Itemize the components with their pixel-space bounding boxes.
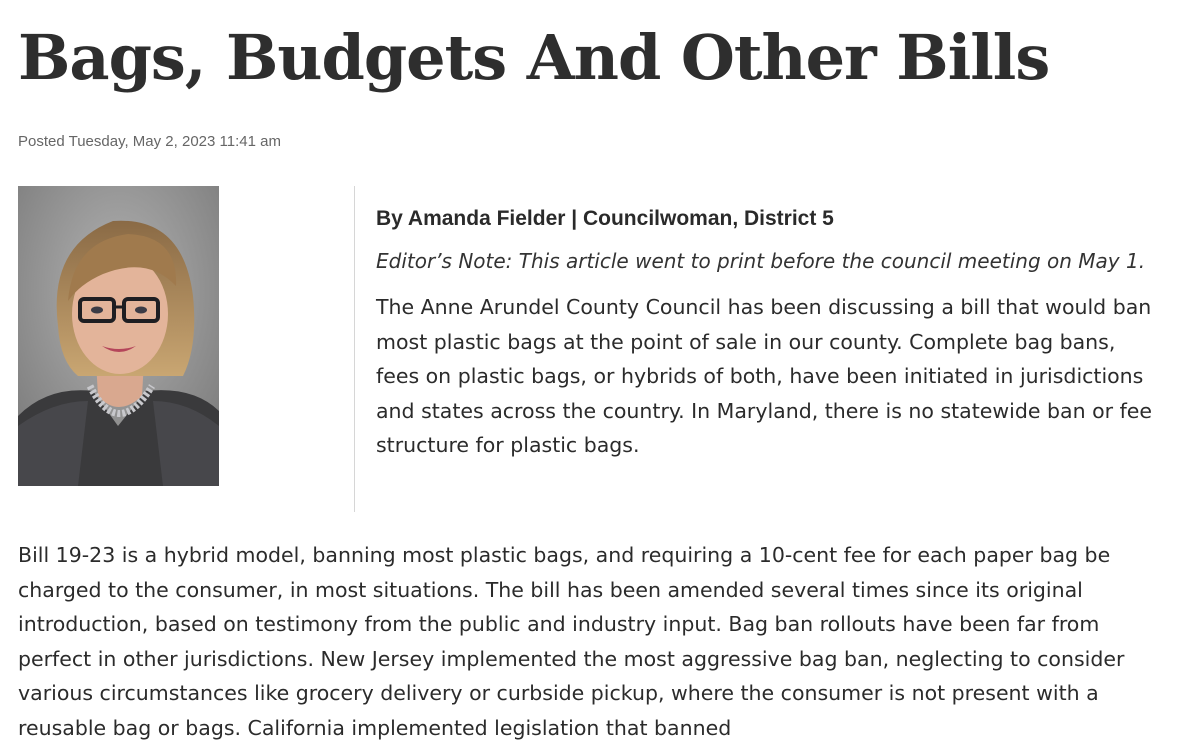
intro-paragraph: The Anne Arundel County Council has been discussing a bill that would ban most plastic bags at the point of sale in our county. Complete bag bans, fees on plastic bags, or hybrids of both, have been initiated in jurisdictions and states across the country. In Maryland, there is no statewide ban or fee structure for plastic bags. bbox=[376, 295, 1153, 457]
author-photo bbox=[18, 186, 219, 486]
author-portrait-image bbox=[18, 186, 219, 486]
body-paragraph: Bill 19-23 is a hybrid model, banning most plastic bags, and requiring a 10-cent fee for each paper bag be charged to the consumer, in most situations. The bill has been amended several times since its original introduction, based on testimony from the public and industry input. Bag ban rollouts have been far from perfect in other jurisdictions. New Jersey implemented the most aggressive bag ban, neglecting to consider various circumstances like grocery delivery or curbside pickup, where the consumer is not present with a reusable bag or bags. California implemented legislation that banned bbox=[18, 543, 1125, 740]
intro-column bbox=[376, 200, 1156, 463]
editor-note: Editor’s Note: This article went to print before the council meeting on May 1. bbox=[376, 249, 1146, 273]
author-byline: By Amanda Fielder | Councilwoman, District 5 bbox=[376, 207, 834, 230]
article-title: Bags, Budgets And Other Bills bbox=[18, 21, 1050, 94]
sidebar-divider bbox=[354, 186, 355, 512]
posted-date: Posted Tuesday, May 2, 2023 11:41 am bbox=[18, 133, 281, 150]
